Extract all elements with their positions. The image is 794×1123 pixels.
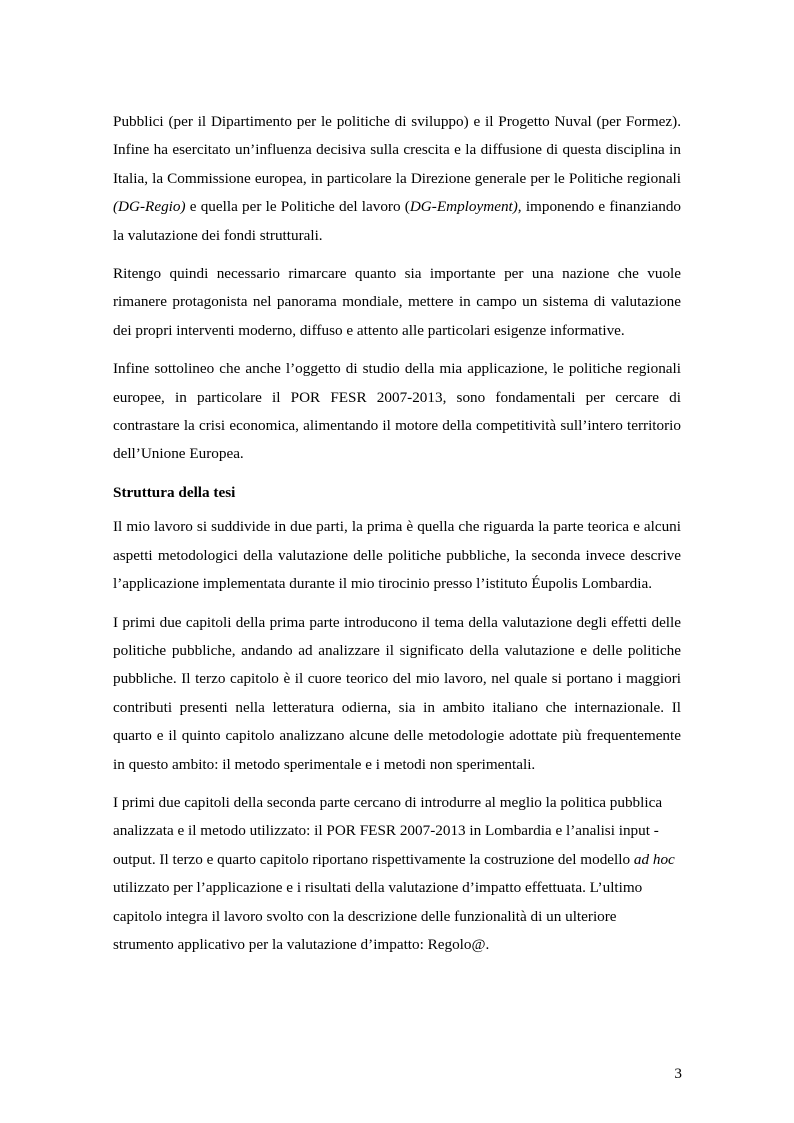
paragraph bbox=[113, 609, 681, 779]
paragraph-text: I primi due capitoli della prima parte introducono il tema della valutazione degli effetti delle politiche pubbliche, andando ad analizzare il significato della valutazione e delle politiche pubbliche. Il terzo capitolo è il cuore teorico del mio lavoro, nel quale si portano i maggiori contributi presenti nella letteratura odierna, sia in ambito italiano che internazionale. Il quarto e il quinto capitolo analizzano alcune delle metodologie adottate più frequentemente in questo ambito: il metodo sperimentale e i metodi non sperimentali. bbox=[113, 613, 681, 773]
paragraph-text: Infine sottolineo che anche l’oggetto di studio della mia applicazione, le politiche regionali europee, in particolare il POR FESR 2007-2013, sono fondamentali per cercare di contrastare la crisi economica, alimentando il motore della competitività sull’intero territorio dell’Unione Europea. bbox=[113, 360, 681, 463]
paragraph-text: imponendo e finanziando la valutazione dei fondi strutturali. bbox=[113, 198, 682, 244]
paragraph bbox=[113, 513, 681, 598]
page-number: 3 bbox=[674, 1065, 682, 1082]
document-page bbox=[113, 108, 681, 969]
italic-text: (DG-Regio) bbox=[113, 198, 186, 216]
section-paragraphs bbox=[113, 513, 681, 959]
italic-text: ad hoc bbox=[633, 850, 675, 868]
paragraph-text: Ritengo quindi necessario rimarcare quanto sia importante per una nazione che vuole rimanere protagonista nel panorama mondiale, mettere in campo un sistema di valutazione dei propri interventi moderno, diffuso e attento alle particolari esigenze informative. bbox=[113, 265, 681, 339]
paragraph bbox=[113, 355, 681, 469]
intro-paragraphs bbox=[113, 108, 681, 469]
italic-text: DG-Employment), bbox=[409, 198, 522, 216]
paragraph bbox=[113, 260, 681, 345]
paragraph-text: Il mio lavoro si suddivide in due parti, la prima è quella che riguarda la parte teorica e alcuni aspetti metodologici della valutazione delle politiche pubbliche, la seconda invece descrive l’applicazione implementata durante il mio tirocinio presso l’istituto Éupolis Lombardia. bbox=[113, 518, 681, 593]
paragraph-text: Pubblici (per il Dipartimento per le politiche di sviluppo) e il Progetto Nuval (per Formez). Infine ha esercitato un’influenza decisiva sulla crescita e la diffusione di questa disciplina in Italia, la Commissione europea, in particolare la Direzione generale per le Politiche regionali bbox=[113, 113, 681, 187]
paragraph-text: e quella per le Politiche del lavoro ( bbox=[185, 198, 410, 216]
paragraph-text: utilizzato per l’applicazione e i risultati della valutazione d’impatto effettuata. L’ultimo capitolo integra il lavoro svolto con la descrizione delle funzionalità di un ulteriore strumento applicativo per la valutazione d’impatto: Regolo@. bbox=[113, 879, 643, 953]
paragraph-text: I primi due capitoli della seconda parte cercano di introdurre al meglio la politica pubblica analizzata e il metodo utilizzato: il POR FESR 2007-2013 in Lombardia e l’analisi input - output. Il terzo e quarto capitolo riportano rispettivamente la costruzione del modello bbox=[113, 793, 663, 868]
paragraph bbox=[113, 108, 681, 250]
section-heading: Struttura della tesi bbox=[113, 483, 236, 501]
paragraph bbox=[113, 789, 681, 959]
